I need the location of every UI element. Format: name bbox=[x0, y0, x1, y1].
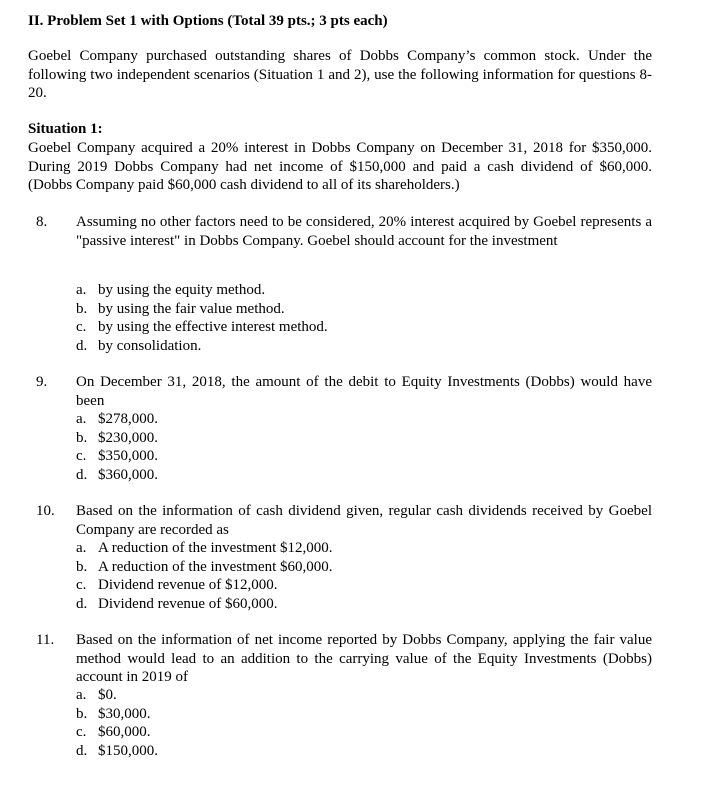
option-a: a. by using the equity method. bbox=[76, 282, 266, 298]
question-text: On December 31, 2018, the amount of the debit to Equity Investments (Dobbs) would have been bbox=[76, 374, 652, 409]
question-text: Based on the information of net income reported by Dobbs Company, applying the fair value method would lead to an addition to the carrying value of the Equity Investments (Dobbs) account in 2019 of bbox=[76, 632, 652, 685]
question-8-options bbox=[76, 281, 328, 355]
question-11 bbox=[28, 631, 652, 687]
question-9 bbox=[28, 373, 652, 410]
question-8 bbox=[28, 213, 652, 250]
question-number: 10. bbox=[36, 503, 55, 519]
option-a: a. A reduction of the investment $12,000. bbox=[76, 540, 333, 556]
question-number: 9. bbox=[36, 374, 48, 390]
option-d: d. by consolidation. bbox=[76, 337, 202, 354]
situation-heading: Situation 1: bbox=[28, 121, 103, 137]
question-number: 11. bbox=[36, 632, 55, 648]
option-d: d. Dividend revenue of $60,000. bbox=[76, 595, 278, 612]
section-title: II. Problem Set 1 with Options (Total 39 pts.; 3 pts each) bbox=[28, 13, 388, 29]
question-10-options bbox=[76, 539, 333, 613]
option-d: d. $150,000. bbox=[76, 742, 158, 759]
option-c: c. Dividend revenue of $12,000. bbox=[76, 577, 278, 593]
option-b: b. $230,000. bbox=[76, 429, 158, 446]
question-number: 8. bbox=[36, 214, 48, 230]
question-10 bbox=[28, 502, 652, 539]
option-c: c. by using the effective interest method. bbox=[76, 319, 328, 335]
option-b: b. $30,000. bbox=[76, 705, 151, 722]
option-a: a. $0. bbox=[76, 687, 117, 703]
question-text: Based on the information of cash dividend given, regular cash dividends received by Goebel Company are recorded as bbox=[76, 503, 652, 538]
question-9-options bbox=[76, 410, 158, 484]
option-b: b. A reduction of the investment $60,000. bbox=[76, 558, 333, 575]
option-d: d. $360,000. bbox=[76, 466, 158, 483]
intro-paragraph: Goebel Company purchased outstanding shares of Dobbs Company’s common stock. Under the following two independent scenarios (Situation 1 and 2), use the following information for questions 8-20. bbox=[28, 48, 652, 101]
option-c: c. $350,000. bbox=[76, 448, 158, 464]
option-a: a. $278,000. bbox=[76, 411, 158, 427]
option-c: c. $60,000. bbox=[76, 724, 151, 740]
situation-text: Goebel Company acquired a 20% interest in Dobbs Company on December 31, 2018 for $350,000. During 2019 Dobbs Company had net income of $150,000 and paid a cash dividend of $60,000. (Dobbs Company paid $60,000 cash dividend to all of its shareholders.) bbox=[28, 140, 652, 193]
question-text: Assuming no other factors need to be considered, 20% interest acquired by Goebel represents a "passive interest" in Dobbs Company. Goebel should account for the investment bbox=[76, 214, 652, 249]
option-b: b. by using the fair value method. bbox=[76, 300, 285, 317]
question-11-options bbox=[76, 686, 158, 760]
